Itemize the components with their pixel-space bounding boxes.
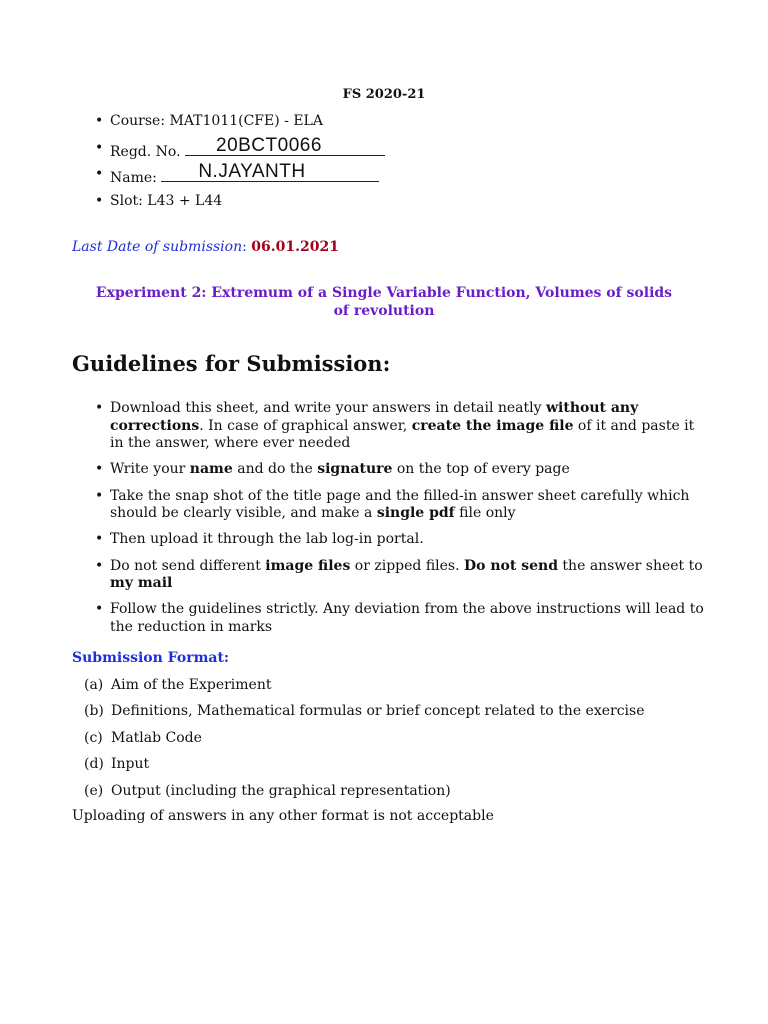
guideline-text: Write your: [110, 461, 190, 478]
guideline-emphasis: without any corrections: [110, 400, 639, 434]
deadline-date: 06.01.2021: [251, 239, 339, 255]
regd-label: Regd. No.: [110, 143, 181, 160]
deadline-label: Last Date of submission: [72, 239, 243, 255]
guideline-item: [95, 488, 710, 523]
guidelines-heading: Guidelines for Submission:: [72, 351, 391, 376]
format-item: [84, 677, 645, 703]
guideline-text: . In case of graphical answer,: [199, 417, 412, 434]
regd-field: [185, 134, 385, 156]
format-item-label: (d): [84, 756, 104, 773]
guideline-emphasis: signature: [317, 461, 393, 478]
guideline-emphasis: single pdf: [376, 505, 455, 522]
term-heading: FS 2020-21: [342, 87, 426, 102]
format-item: [84, 756, 645, 782]
regd-item: [95, 134, 385, 164]
experiment-title: Experiment 2: Extremum of a Single Variable Function, Volumes of solids of revolution: [95, 285, 673, 319]
guideline-emphasis: Do not send: [464, 557, 558, 574]
name-item: [95, 163, 385, 190]
format-item-label: (c): [84, 729, 103, 746]
guideline-text: Follow the guidelines strictly. Any deviation from the above instructions will lead to the reduction in marks: [110, 601, 704, 635]
closing-note: Uploading of answers in any other format is not acceptable: [72, 808, 494, 824]
guideline-item: [95, 558, 710, 593]
guideline-text: file only: [454, 505, 516, 522]
guideline-text: Then upload it through the lab log-in portal.: [110, 531, 424, 548]
name-label: Name:: [110, 170, 157, 186]
submission-format-heading: Submission Format:: [72, 650, 230, 666]
format-item: [84, 783, 645, 809]
name-value: N.JAYANTH: [198, 161, 306, 182]
deadline-colon: :: [242, 239, 247, 255]
format-item-text: Definitions, Mathematical formulas or brief concept related to the exercise: [111, 703, 645, 720]
guideline-text: Download this sheet, and write your answers in detail neatly: [110, 400, 546, 416]
course-text: Course: MAT1011(CFE) - ELA: [110, 113, 323, 129]
guideline-emphasis: my mail: [110, 575, 173, 592]
guideline-item: [95, 601, 710, 636]
guideline-text: Take the snap shot of the title page and the filled-in answer sheet carefully which should be clearly visible, and make a: [110, 487, 690, 522]
format-item-label: (e): [84, 782, 104, 799]
guideline-text: the answer sheet to: [557, 557, 703, 574]
guideline-item: [95, 531, 710, 549]
guideline-emphasis: image files: [265, 557, 351, 574]
student-info-list: [95, 110, 385, 216]
guideline-item: [95, 461, 710, 479]
guidelines-list: [95, 400, 710, 645]
guideline-text: or zipped files.: [350, 557, 465, 574]
format-item-label: (a): [84, 677, 104, 693]
guideline-item: [95, 400, 710, 453]
slot-text: Slot: L43 + L44: [110, 192, 223, 209]
name-field: [161, 163, 379, 182]
guideline-emphasis: create the image file: [411, 417, 574, 434]
format-item-label: (b): [84, 703, 104, 720]
format-item: [84, 703, 645, 729]
format-item-text: Matlab Code: [111, 729, 202, 746]
course-item: [95, 110, 385, 137]
guideline-text: of it and paste it in the answer, where ever needed: [110, 417, 695, 452]
slot-item: [95, 190, 385, 217]
guideline-text: Do not send different: [110, 557, 266, 574]
regd-value: 20BCT0066: [216, 134, 322, 156]
guideline-text: on the top of every page: [392, 461, 570, 478]
guideline-emphasis: name: [189, 461, 233, 478]
format-item-text: Aim of the Experiment: [111, 677, 272, 693]
deadline-line: [72, 239, 339, 255]
format-item-text: Input: [111, 756, 150, 773]
format-item: [84, 730, 645, 756]
submission-format-list: [84, 677, 645, 809]
format-item-text: Output (including the graphical representation): [111, 782, 451, 799]
guideline-text: and do the: [232, 461, 318, 478]
